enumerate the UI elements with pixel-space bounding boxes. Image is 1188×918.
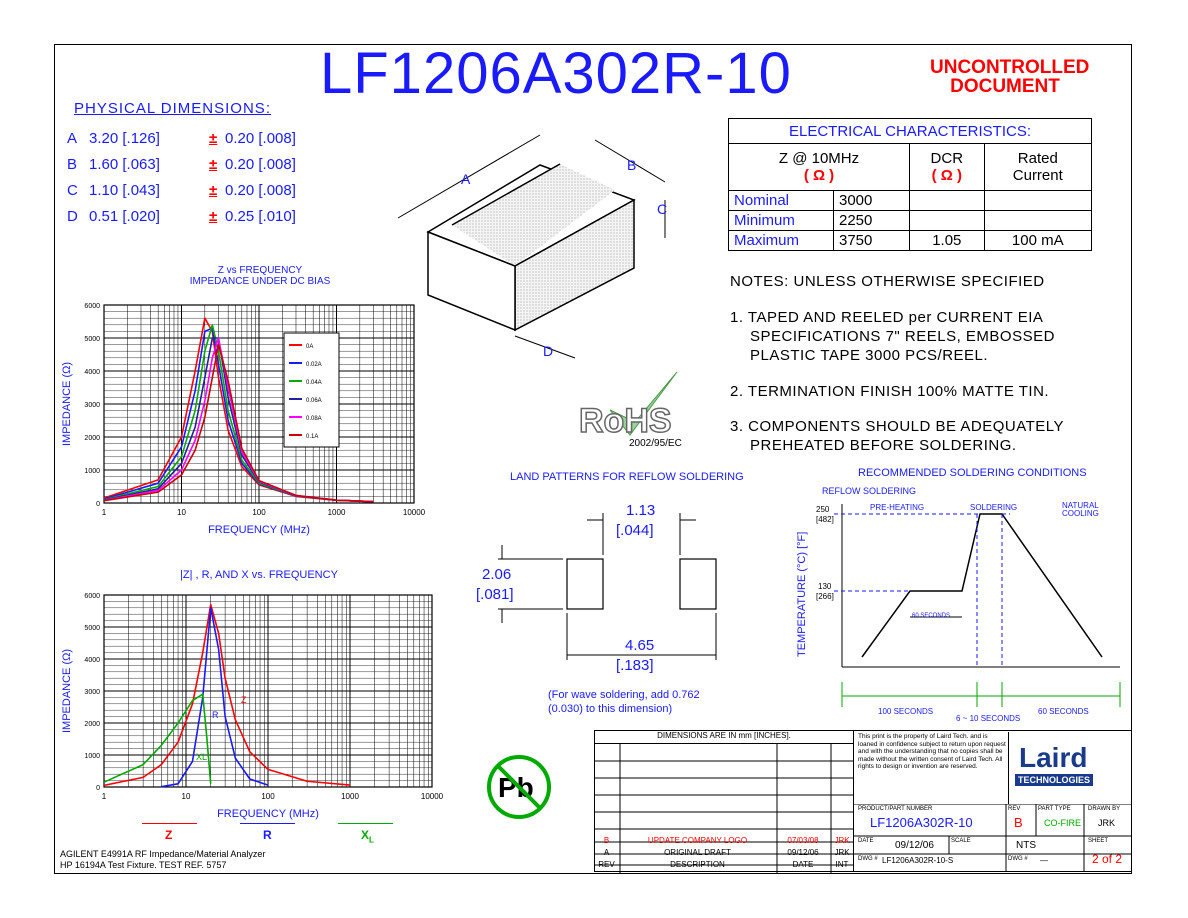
dim-tolerance: 0.20 [.008] bbox=[225, 182, 296, 199]
legend-x-main: X bbox=[361, 828, 370, 842]
plus-minus: ± bbox=[209, 156, 218, 173]
z-header bbox=[729, 144, 910, 191]
x-tick-label: 100 bbox=[252, 508, 266, 517]
revision-row bbox=[594, 847, 854, 859]
rohs-text: RoHS bbox=[579, 402, 672, 440]
t250: 250 bbox=[816, 505, 830, 514]
current-value bbox=[984, 191, 1091, 211]
land-heading: LAND PATTERNS FOR REFLOW SOLDERING bbox=[510, 471, 744, 483]
page-title: LF1206A302R-10 bbox=[320, 41, 792, 106]
scale-value: NTS bbox=[1016, 840, 1036, 851]
current-value: 100 mA bbox=[984, 231, 1091, 251]
current-header-line2: Current bbox=[1012, 167, 1063, 184]
natural-label-2: COOLING bbox=[1062, 509, 1099, 518]
part-type-label: PART TYPE bbox=[1038, 806, 1071, 812]
legend-z-label: Z bbox=[165, 828, 173, 842]
laird-logo-sub: TECHNOLOGIES bbox=[1015, 774, 1093, 786]
dim-value: 0.51 [.020] bbox=[89, 208, 160, 225]
sheet-value: 2 of 2 bbox=[1092, 852, 1123, 866]
dim-row-c bbox=[67, 182, 345, 199]
chart1-title: Z vs FREQUENCY bbox=[217, 265, 303, 276]
dim-tolerance: 0.20 [.008] bbox=[225, 156, 296, 173]
y-tick-label: 0 bbox=[96, 501, 100, 508]
land-total-1: 4.65 bbox=[625, 637, 655, 654]
t482: [482] bbox=[816, 515, 834, 524]
row-label: Maximum bbox=[729, 231, 834, 251]
x-axis-label: FREQUENCY (MHz) bbox=[208, 524, 310, 536]
dim-row-d bbox=[67, 208, 345, 225]
x-tick-label: 100 bbox=[261, 792, 275, 801]
wave-note bbox=[548, 688, 700, 716]
logo-box bbox=[1008, 732, 1129, 804]
rev-cell: B bbox=[603, 836, 610, 845]
legend-x-line bbox=[338, 823, 393, 824]
footnote bbox=[60, 849, 265, 871]
land-w-2: [.044] bbox=[616, 522, 654, 539]
table-row bbox=[729, 191, 1092, 211]
legend-r-label: R bbox=[263, 828, 272, 842]
current-header-line1: Rated bbox=[1017, 150, 1058, 167]
z-value: 3000 bbox=[834, 191, 910, 211]
land-total-2: [.183] bbox=[616, 657, 654, 674]
note-1-line: SPECIFICATIONS 7" REELS, EMBOSSED bbox=[750, 328, 1055, 345]
note-3 bbox=[730, 417, 1064, 455]
desc-cell: ORIGINAL DRAFT bbox=[664, 848, 731, 857]
dcr-header-text: DCR bbox=[930, 150, 964, 167]
current-header bbox=[984, 144, 1091, 191]
temperature-axis-label: TEMPERATURE (°C) [°F] bbox=[796, 531, 808, 657]
label-c: C bbox=[657, 201, 668, 217]
row-label: Minimum bbox=[729, 211, 834, 231]
b1-label: 100 SECONDS bbox=[878, 707, 934, 716]
rev-label: REV bbox=[1008, 806, 1021, 812]
part-type: CO-FIRE bbox=[1044, 818, 1081, 828]
y-axis-label: IMPEDANCE (Ω) bbox=[61, 361, 73, 447]
legend-label: 0.08A bbox=[306, 416, 322, 422]
y-tick-label: 2000 bbox=[84, 721, 100, 728]
int-cell: JRK bbox=[834, 848, 850, 857]
natural-label-1: NATURAL bbox=[1062, 501, 1099, 510]
dim-letter: A bbox=[67, 130, 78, 147]
part-number: LF1206A302R-10 bbox=[870, 815, 973, 830]
soldering-profile-chart bbox=[790, 482, 1130, 727]
table-row bbox=[729, 231, 1092, 251]
legend-r-line bbox=[240, 823, 295, 824]
desc-head: DESCRIPTION bbox=[670, 860, 725, 869]
note-3-line: 3. COMPONENTS SHOULD BE ADEQUATELY bbox=[730, 418, 1065, 435]
land-w-1: 1.13 bbox=[626, 502, 656, 519]
plus-minus: ± bbox=[209, 208, 218, 225]
chart-z-vs-frequency bbox=[56, 295, 426, 550]
y-tick-label: 3000 bbox=[84, 689, 100, 696]
y-tick-label: 4000 bbox=[84, 657, 100, 664]
chart1-subtitle: IMPEDANCE UNDER DC BIAS bbox=[189, 276, 331, 287]
scale-label: SCALE bbox=[951, 838, 971, 844]
int-cell: JRK bbox=[834, 836, 850, 845]
dim-value: 1.10 [.043] bbox=[89, 182, 160, 199]
dwg2-value: — bbox=[1040, 856, 1048, 865]
int-head: INT bbox=[835, 860, 849, 869]
desc-cell: UPDATE COMPANY LOGO bbox=[647, 836, 748, 845]
wave-note-line: (For wave soldering, add 0.762 bbox=[548, 689, 700, 701]
dim-tolerance: 0.25 [.010] bbox=[225, 208, 296, 225]
note-1 bbox=[730, 308, 1055, 365]
y-tick-label: 0 bbox=[96, 785, 100, 792]
footnote-line: AGILENT E4991A RF Impedance/Material Analyzer bbox=[60, 849, 266, 859]
series-line-xl bbox=[104, 694, 211, 784]
x-tick-label: 10000 bbox=[420, 792, 444, 801]
pb-free-icon bbox=[484, 752, 554, 822]
dwg2-label: DWG # bbox=[1008, 856, 1028, 862]
curve-label: Z bbox=[241, 695, 247, 705]
dcr-value: 1.05 bbox=[910, 231, 985, 251]
z-value: 2250 bbox=[834, 211, 910, 231]
legend-label: 0.02A bbox=[306, 362, 322, 368]
revision-rows bbox=[594, 835, 854, 871]
wave-note-line: (0.030) to this dimension) bbox=[548, 703, 673, 715]
label-a: A bbox=[461, 171, 471, 187]
date-head: DATE bbox=[792, 860, 814, 869]
y-axis-label: IMPEDANCE (Ω) bbox=[61, 648, 73, 734]
legend-label: 0.06A bbox=[306, 398, 322, 404]
x-tick-label: 1 bbox=[101, 508, 107, 517]
solder-heading: RECOMMENDED SOLDERING CONDITIONS bbox=[858, 467, 1087, 479]
dwg-value: LF1206A302R-10-S bbox=[882, 856, 954, 865]
rev-head: REV bbox=[598, 860, 615, 869]
dim-letter: C bbox=[67, 182, 78, 199]
x-tick-label: 1000 bbox=[341, 792, 359, 801]
drawn-by-label: DRAWN BY bbox=[1088, 806, 1121, 812]
legend-x-label bbox=[361, 828, 374, 844]
x-tick-label: 10 bbox=[177, 508, 186, 517]
table-row bbox=[729, 211, 1092, 231]
y-tick-label: 2000 bbox=[84, 435, 100, 442]
legend-z-line bbox=[142, 823, 197, 824]
dcr-value bbox=[910, 191, 985, 211]
legend-label: 0.04A bbox=[306, 380, 322, 386]
date-cell: 09/12/06 bbox=[787, 848, 819, 857]
y-tick-label: 6000 bbox=[84, 303, 100, 310]
preheat-label: PRE-HEATING bbox=[870, 503, 925, 512]
dim-row-b bbox=[67, 156, 345, 173]
series-line-z bbox=[104, 605, 350, 786]
label-d: D bbox=[543, 343, 554, 359]
t130: 130 bbox=[818, 582, 832, 591]
date-label: DATE bbox=[858, 838, 874, 844]
dims-header: DIMENSIONS ARE IN mm [INCHES]. bbox=[595, 731, 853, 744]
x-tick-label: 10000 bbox=[402, 508, 426, 517]
note-2: 2. TERMINATION FINISH 100% MATTE TIN. bbox=[730, 383, 1050, 400]
plus-minus: ± bbox=[209, 182, 218, 199]
soldering-label: SOLDERING bbox=[970, 503, 1018, 512]
dcr-header bbox=[910, 144, 985, 191]
y-tick-label: 5000 bbox=[84, 625, 100, 632]
legend-label: 0A bbox=[306, 344, 314, 350]
dim-tolerance: 0.20 [.008] bbox=[225, 130, 296, 147]
y-tick-label: 3000 bbox=[84, 402, 100, 409]
chart2-title: |Z| , R, AND X vs. FREQUENCY bbox=[180, 569, 338, 581]
dim-value: 1.60 [.063] bbox=[89, 156, 160, 173]
dim-letter: D bbox=[67, 208, 78, 225]
z-header-text: Z @ 10MHz bbox=[778, 150, 860, 167]
row-label: Nominal bbox=[729, 191, 834, 211]
date-value: 09/12/06 bbox=[895, 840, 934, 851]
y-tick-label: 5000 bbox=[84, 336, 100, 343]
part-number-label: PRODUCT/PART NUMBER bbox=[858, 806, 933, 812]
notes-heading: NOTES: UNLESS OTHERWISE SPECIFIED bbox=[730, 273, 1045, 290]
revision-row bbox=[594, 835, 854, 847]
b2-label: 6 ~ 10 SECONDS bbox=[956, 714, 1021, 723]
reflow-label: REFLOW SOLDERING bbox=[822, 486, 917, 496]
dim-value: 3.20 [.126] bbox=[89, 130, 160, 147]
property-notice: This print is the property of Laird Tech. and is loaned in confidence subject to return upon request and with the understanding that no copies shall be made without the written consent of Laird Tech. All rights to design or invention are reserved. bbox=[858, 733, 1006, 770]
date-cell: 07/03/08 bbox=[787, 836, 819, 845]
y-tick-label: 1000 bbox=[84, 468, 100, 475]
ohm-unit: ( Ω ) bbox=[803, 167, 835, 184]
uncontrolled-stamp bbox=[930, 57, 1090, 97]
label-b: B bbox=[627, 157, 637, 173]
dim-row-a bbox=[67, 130, 345, 147]
dim-letter: B bbox=[67, 156, 78, 173]
y-tick-label: 1000 bbox=[84, 753, 100, 760]
laird-logo: Laird bbox=[1019, 742, 1088, 773]
legend-x-sub: L bbox=[369, 835, 374, 845]
legend-box bbox=[284, 333, 339, 447]
uncontrolled-line-1: UNCONTROLLED bbox=[930, 57, 1090, 78]
land-h-1: 2.06 bbox=[482, 566, 512, 583]
x-tick-label: 1000 bbox=[327, 508, 346, 517]
physical-dimensions-heading: PHYSICAL DIMENSIONS: bbox=[74, 100, 271, 117]
curve-label: R bbox=[212, 710, 219, 720]
uncontrolled-line-2: DOCUMENT bbox=[950, 76, 1060, 97]
svg-text:Pb: Pb bbox=[498, 772, 534, 803]
note-1-line: 1. TAPED AND REELED per CURRENT EIA bbox=[730, 309, 1044, 326]
legend-label: 0.1A bbox=[306, 434, 319, 440]
chart1-title-block bbox=[175, 265, 345, 287]
y-tick-label: 4000 bbox=[84, 369, 100, 376]
rohs-sub: 2002/95/EC bbox=[629, 438, 682, 449]
dcr-value bbox=[910, 211, 985, 231]
t266: [266] bbox=[816, 592, 834, 601]
rev-cell: A bbox=[603, 848, 610, 857]
x-axis-label: FREQUENCY (MHz) bbox=[217, 808, 319, 820]
x-tick-label: 10 bbox=[181, 792, 191, 801]
drawn-by: JRK bbox=[1098, 818, 1116, 828]
x-tick-label: 1 bbox=[101, 792, 107, 801]
chart-zrx-vs-frequency bbox=[56, 585, 446, 820]
b3-label: 60 SECONDS bbox=[1038, 707, 1089, 716]
revision-header bbox=[594, 859, 854, 871]
component-drawing bbox=[385, 130, 685, 370]
curve-label: XL bbox=[196, 752, 208, 762]
note-1-line: PLASTIC TAPE 3000 PCS/REEL. bbox=[750, 347, 989, 364]
y-tick-label: 6000 bbox=[84, 593, 100, 600]
current-value bbox=[984, 211, 1091, 231]
electrical-heading: ELECTRICAL CHARACTERISTICS: bbox=[729, 119, 1092, 144]
note-3-line: PREHEATED BEFORE SOLDERING. bbox=[750, 437, 1017, 454]
sixty-label: 60 SECONDS bbox=[912, 613, 951, 619]
z-value: 3750 bbox=[834, 231, 910, 251]
rohs-logo bbox=[575, 370, 695, 452]
rev-value: B bbox=[1014, 815, 1023, 830]
land-h-2: [.081] bbox=[476, 586, 514, 603]
electrical-table bbox=[728, 118, 1092, 251]
plus-minus: ± bbox=[209, 130, 218, 147]
dwg-label: DWG # bbox=[858, 856, 878, 862]
ohm-unit: ( Ω ) bbox=[931, 167, 962, 184]
footnote-line: HP 16194A Test Fixture. TEST REF. 5757 bbox=[60, 860, 227, 870]
sheet-label: SHEET bbox=[1088, 838, 1109, 844]
